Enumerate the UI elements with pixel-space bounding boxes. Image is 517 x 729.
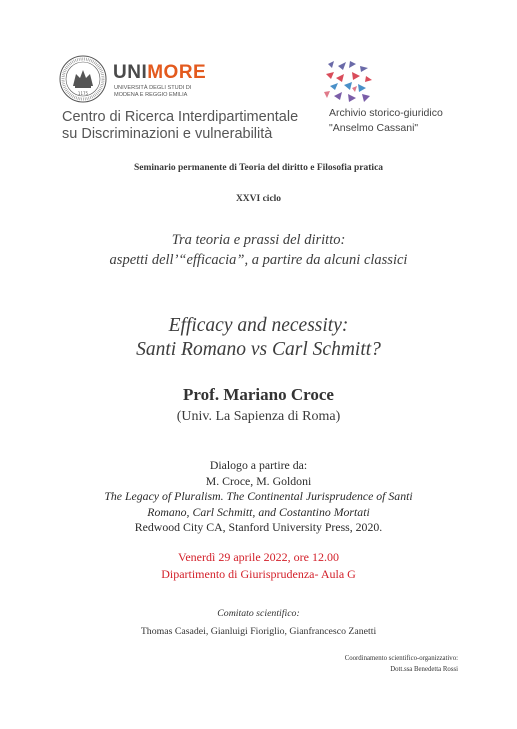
centro-line2: su Discriminazioni e vulnerabilità bbox=[62, 126, 273, 142]
book-title-line2: Romano, Carl Schmitt, and Costantino Mortati bbox=[147, 504, 370, 519]
dialogo-intro: Dialogo a partire da: bbox=[209, 458, 308, 472]
tema-line1: Tra teoria e prassi del diritto: bbox=[171, 232, 346, 248]
archivio-logo bbox=[322, 58, 376, 106]
book-publisher: Redwood City CA, Stanford University Press, 2020. bbox=[134, 520, 383, 534]
centro-line1: Centro di Ricerca Interdipartimentale bbox=[62, 109, 299, 125]
scientific-committee bbox=[0, 605, 517, 641]
archivio-line2: "Anselmo Cassani" bbox=[329, 122, 419, 134]
tema-heading bbox=[0, 230, 517, 270]
talk-title-line1: Efficacy and necessity: bbox=[168, 315, 349, 336]
ciclo-label: XXVI ciclo bbox=[235, 194, 282, 204]
unimore-subtitle-line2: MODENA E REGGIO EMILIA bbox=[114, 91, 188, 98]
archivio-title bbox=[329, 106, 443, 136]
event-info bbox=[0, 549, 517, 583]
book-discussion bbox=[0, 458, 517, 536]
seminario-title: Seminario permanente di Teoria del diritto e Filosofia pratica bbox=[133, 163, 384, 173]
unimore-subtitle-line1: UNIVERSITÀ DEGLI STUDI DI bbox=[114, 85, 192, 91]
unimore-wordmark bbox=[113, 62, 206, 84]
tema-line2: aspetti dell’“efficacia”, a partire da alcuni classici bbox=[109, 252, 408, 268]
event-location: Dipartimento di Giurisprudenza- Aula G bbox=[161, 567, 356, 581]
book-authors: M. Croce, M. Goldoni bbox=[205, 473, 312, 488]
unimore-subtitle bbox=[114, 85, 204, 98]
talk-title-line2: Santi Romano vs Carl Schmitt? bbox=[136, 339, 381, 360]
book-title-line1: The Legacy of Pluralism. The Continental Jurisprudence of Santi bbox=[104, 489, 413, 503]
event-date: Venerdì 29 aprile 2022, ore 12.00 bbox=[178, 550, 339, 564]
archivio-line1: Archivio storico-giuridico bbox=[329, 107, 443, 119]
unimore-word-uni: UNI bbox=[113, 62, 148, 83]
coordination-name: Dott.ssa Benedetta Rossi bbox=[390, 665, 458, 673]
talk-title bbox=[0, 314, 517, 362]
speaker-name: Prof. Mariano Croce bbox=[183, 385, 334, 404]
unimore-word-more: MORE bbox=[147, 62, 207, 83]
committee-label: Comitato scientifico: bbox=[217, 608, 300, 619]
committee-members: Thomas Casadei, Gianluigi Fioriglio, Gianfrancesco Zanetti bbox=[140, 626, 377, 637]
coordination-label: Coordinamento scientifico-organizzativo: bbox=[344, 655, 458, 662]
centro-ricerca-title bbox=[62, 109, 298, 143]
seal-year: 1175 bbox=[77, 91, 89, 96]
speaker-affiliation: (Univ. La Sapienza di Roma) bbox=[176, 409, 341, 424]
unimore-seal-logo bbox=[58, 54, 108, 104]
coordination bbox=[250, 654, 458, 675]
